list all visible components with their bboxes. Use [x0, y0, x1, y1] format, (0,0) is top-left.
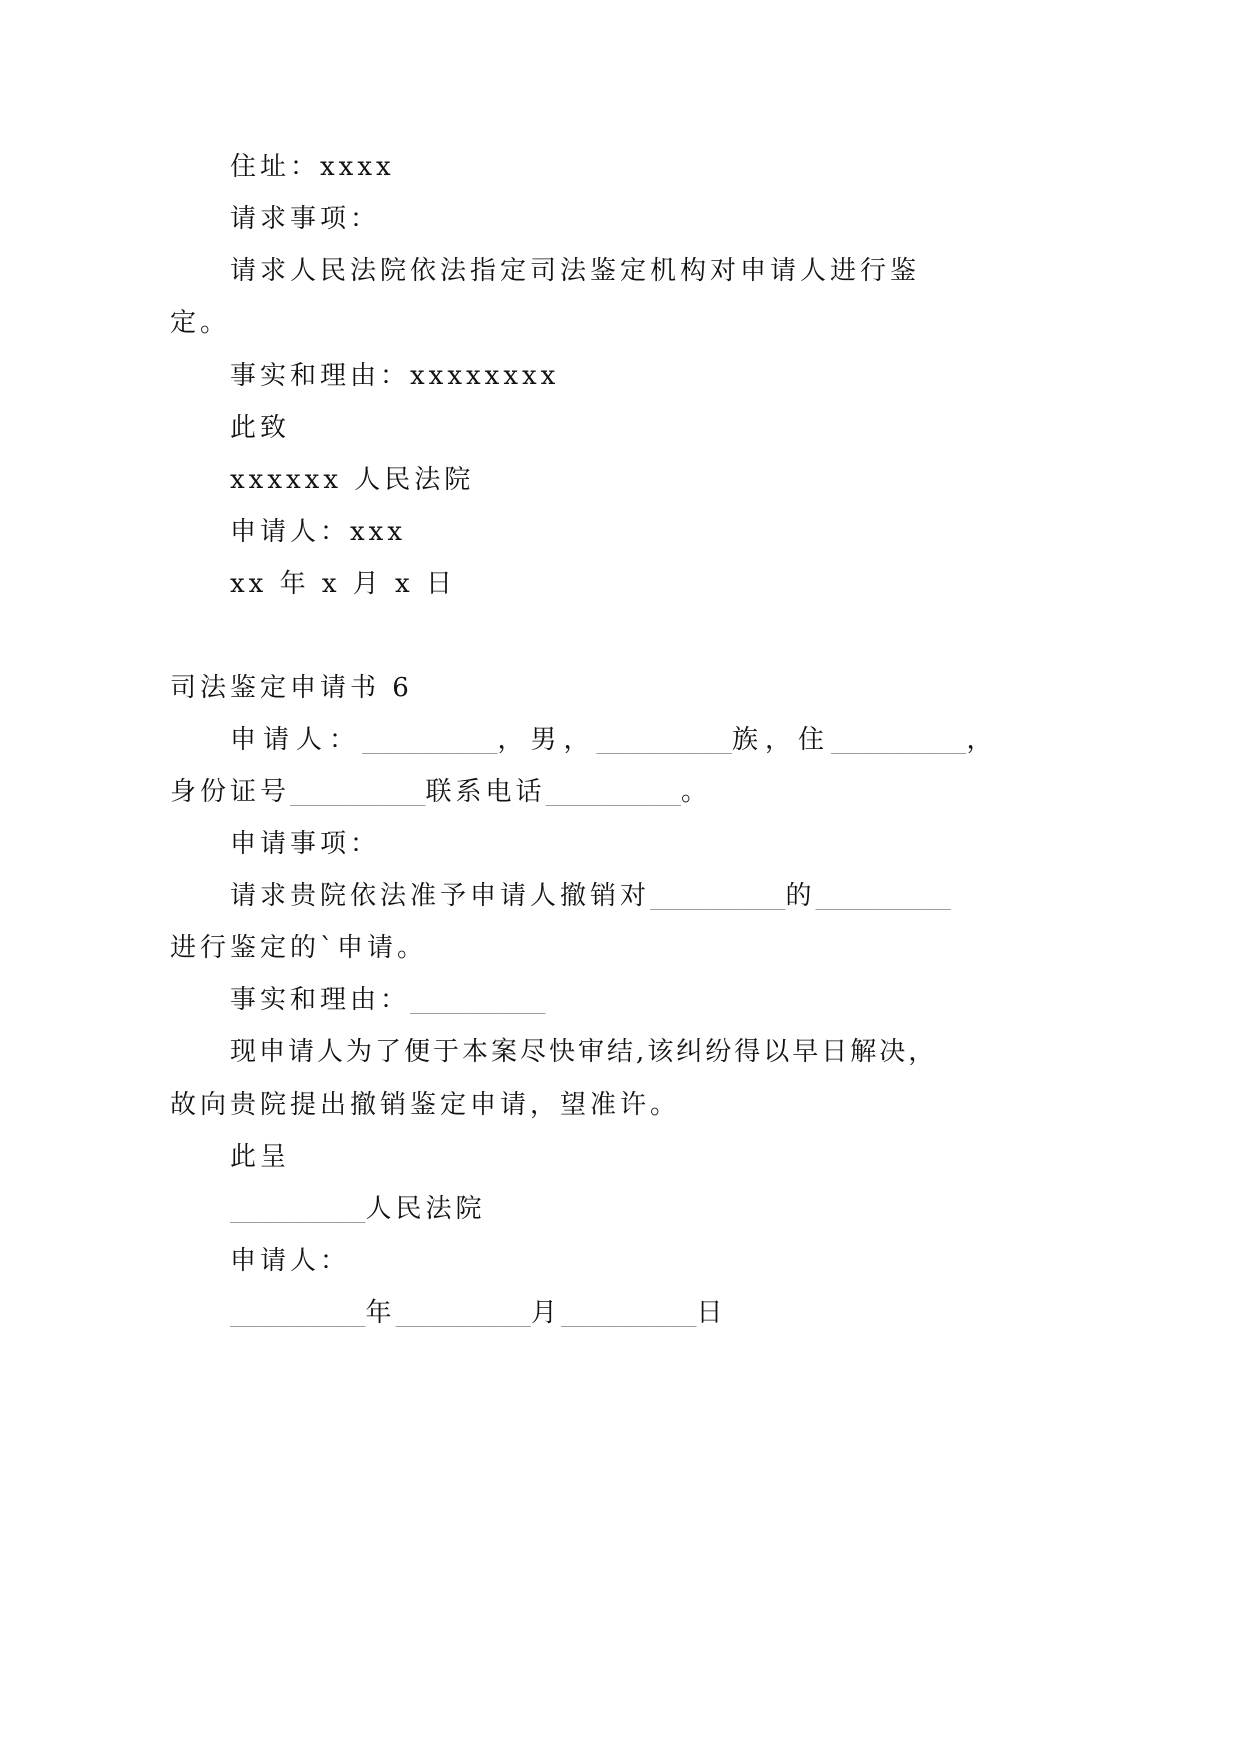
applicant-line: 申请人：xxx — [230, 517, 406, 547]
label: 的 — [785, 881, 816, 911]
reason-line1: 现申请人为了便于本案尽快审结,该纠纷得以早日解决， — [230, 1037, 938, 1067]
blank-party: _________ — [650, 881, 786, 910]
date-line-6 — [230, 1296, 726, 1330]
blank-court: _________ — [230, 1194, 366, 1223]
salutation: 此致 — [230, 413, 291, 443]
label: 请求贵院依法准予申请人撤销对 — [230, 881, 651, 911]
request-text-line2: 定。 — [170, 308, 231, 338]
blank-facts: _________ — [410, 985, 546, 1014]
label: 联系电话 — [425, 777, 546, 807]
request-text-6-line2: 进行鉴定的`申请。 — [170, 933, 428, 963]
blank-year: _________ — [230, 1298, 366, 1327]
label: 年 — [365, 1298, 396, 1328]
blank-address: _________ — [830, 725, 967, 754]
label: 人民法院 — [365, 1194, 486, 1224]
applicant-info-line2 — [170, 775, 711, 809]
label: 事实和理由： — [230, 985, 411, 1015]
facts-line: 事实和理由：xxxxxxxx — [230, 361, 560, 391]
label: 。 — [680, 777, 711, 807]
label: 月 — [530, 1298, 561, 1328]
request-heading-6: 申请事项： — [230, 829, 381, 859]
facts-line-6 — [230, 983, 545, 1017]
label: 申请人： — [230, 725, 363, 755]
applicant-info-line1 — [230, 723, 999, 757]
request-text-6-line1 — [230, 879, 951, 913]
blank-phone: _________ — [545, 777, 681, 806]
applicant-line-6: 申请人： — [230, 1246, 351, 1276]
label: ， — [966, 725, 1000, 755]
salutation-6: 此呈 — [230, 1142, 291, 1172]
blank-name: _________ — [362, 725, 498, 754]
section-title: 司法鉴定申请书 6 — [170, 673, 413, 703]
label: 身份证号 — [170, 777, 291, 807]
blank-day: _________ — [560, 1298, 697, 1327]
blank-id-number: _________ — [290, 777, 426, 806]
request-text-line1: 请求人民法院依法指定司法鉴定机构对申请人进行鉴 — [230, 256, 921, 286]
reason-line2: 故向贵院提出撤销鉴定申请，望准许。 — [170, 1090, 681, 1120]
address-line: 住址：xxxx — [230, 152, 395, 182]
label: 族，住 — [731, 725, 831, 755]
date-line: xx 年 x 月 x 日 — [230, 569, 456, 599]
court-line-6 — [230, 1192, 485, 1226]
blank-month: _________ — [395, 1298, 531, 1327]
blank-object: _________ — [815, 881, 951, 910]
blank-ethnicity: _________ — [596, 725, 732, 754]
request-heading: 请求事项： — [230, 204, 381, 234]
label: 日 — [696, 1298, 727, 1328]
label: ，男， — [497, 725, 597, 755]
court-line: xxxxxx 人民法院 — [230, 465, 475, 495]
